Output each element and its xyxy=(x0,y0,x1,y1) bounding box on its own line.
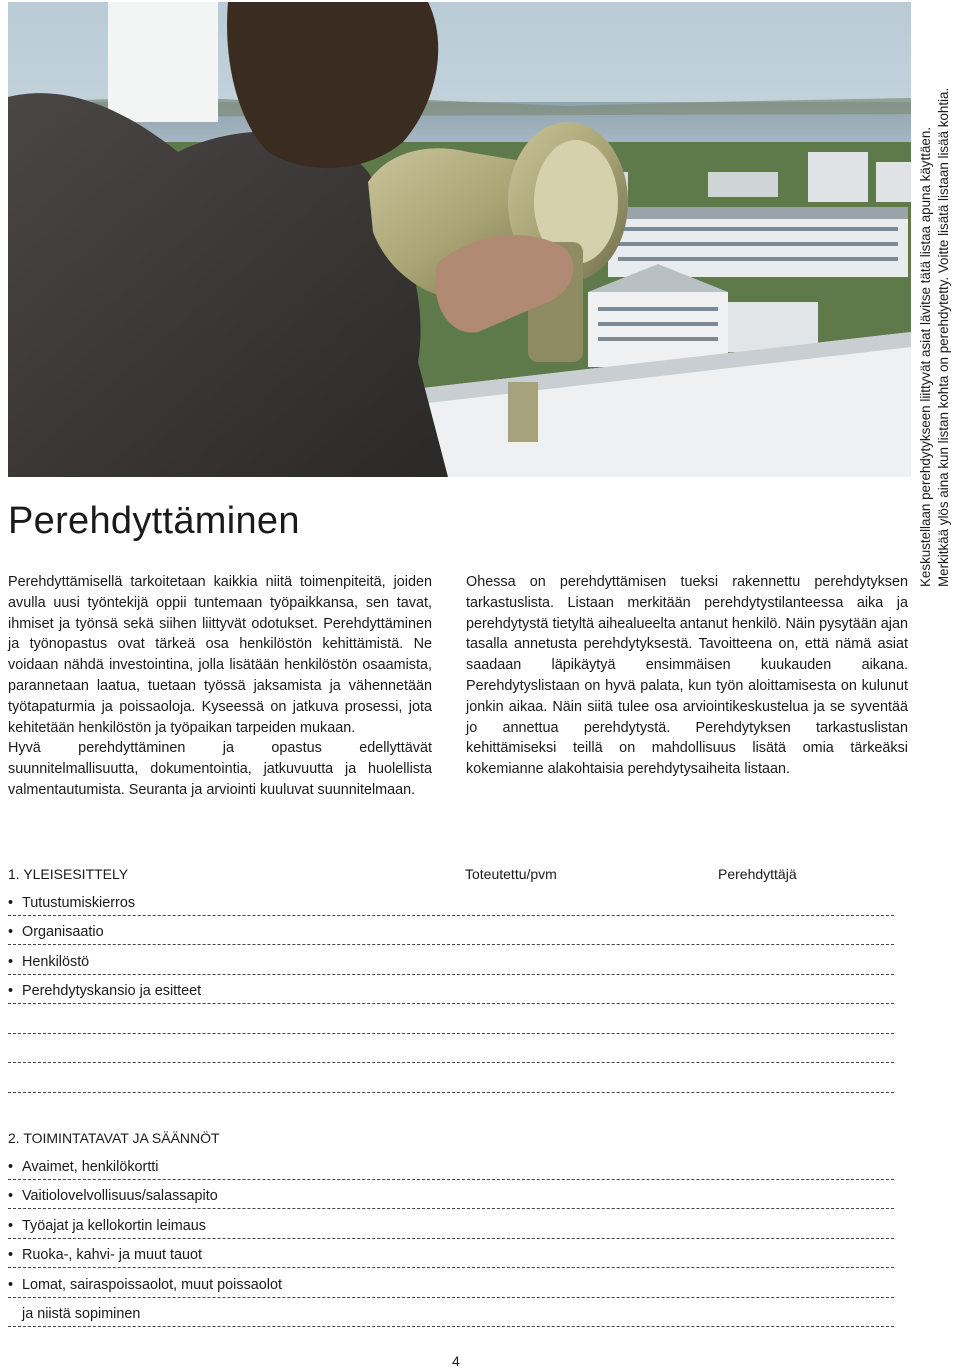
checklist-row[interactable] xyxy=(8,1209,894,1239)
intro-paragraph-2: Hyvä perehdyttäminen ja opastus edellyttävät suunnitelmallisuutta, dokumentointia, jatkuvuutta ja huolellista valmentautumista. Seuranta ja arviointi kuuluvat suunnitelmaan. xyxy=(8,740,432,798)
column-header-instructor: Perehdyttäjä xyxy=(718,866,797,882)
checklist-item-label: Työajat ja kellokortin leimaus xyxy=(22,1217,206,1234)
page-title: Perehdyttäminen xyxy=(8,500,300,542)
bullet-icon: • xyxy=(8,1158,14,1175)
checklist-row[interactable] xyxy=(8,1004,894,1034)
checklist-section-1 xyxy=(8,866,894,1093)
checklist-row[interactable] xyxy=(8,1268,894,1298)
section-1-heading: 1. YLEISESITTELY xyxy=(8,866,129,882)
checklist-item-label: Tutustumiskierros xyxy=(22,894,136,911)
checklist-row[interactable] xyxy=(8,1180,894,1210)
checklist-row[interactable] xyxy=(8,1034,894,1064)
intro-paragraph-1: Perehdyttämisellä tarkoitetaan kaikkia niitä toimenpiteitä, joiden avulla uusi työntekijä oppii tuntemaan työpaikkansa, sen tavat, ihmiset ja työnsä sekä siihen liittyvät odotukset. Perehdyttäminen ja työnopastus ovat tärkeä osa henkilöstön kehittämistä. Ne voidaan nähdä investointina, jolla lisätään henkilöstön osaamista, parannetaan laatua, tuetaan työssä jaksamista ja vähennetään työtapaturmia ja poissaoloja. Kyseessä on jatkuva prosessi, jota kehitetään henkilöstön ja työpaikan tarpeiden mukaan. xyxy=(8,574,432,736)
column-header-done: Toteutettu/pvm xyxy=(465,866,557,882)
bullet-icon: • xyxy=(8,1188,14,1204)
section-2-header xyxy=(8,1130,894,1150)
checklist-item-label: Vaitiolovelvollisuus/salassapito xyxy=(22,1188,218,1204)
checklist-item-continuation: ja niistä sopiminen xyxy=(22,1306,141,1322)
checklist-row[interactable] xyxy=(8,945,894,975)
section-1-rows xyxy=(8,886,894,1093)
hero-photo xyxy=(8,2,911,477)
bullet-icon: • xyxy=(8,924,14,940)
page-number: 4 xyxy=(452,1353,460,1369)
intro-right-column xyxy=(466,572,908,780)
side-note-line-1: Keskustellaan perehdytykseen liittyvät asiat lävitse tätä listaa apuna käyttäen. xyxy=(918,126,933,587)
bullet-icon: • xyxy=(8,1276,14,1293)
checklist-row[interactable] xyxy=(8,1239,894,1269)
checklist-row[interactable] xyxy=(8,1150,894,1180)
side-note xyxy=(915,2,960,587)
pillar xyxy=(108,2,218,122)
bullet-icon: • xyxy=(8,894,14,911)
bullet-icon: • xyxy=(8,1247,14,1263)
bullet-icon: • xyxy=(8,953,14,970)
checklist-row[interactable] xyxy=(8,975,894,1005)
checklist-row[interactable] xyxy=(8,886,894,916)
intro-left-column xyxy=(8,572,432,801)
checklist-item-label: Lomat, sairaspoissaolot, muut poissaolot xyxy=(22,1276,282,1293)
section-2-rows xyxy=(8,1150,894,1327)
checklist-item-label: Ruoka-, kahvi- ja muut tauot xyxy=(22,1247,202,1263)
bullet-icon: • xyxy=(8,1217,14,1234)
checklist-row[interactable] xyxy=(8,916,894,946)
section-1-header xyxy=(8,866,894,886)
bullet-icon: • xyxy=(8,983,14,999)
checklist-item-label: Avaimet, henkilökortti xyxy=(22,1158,159,1175)
section-2-heading: 2. TOIMINTATAVAT JA SÄÄNNÖT xyxy=(8,1130,220,1146)
checklist-item-label: Perehdytyskansio ja esitteet xyxy=(22,983,202,999)
checklist-description: Ohessa on perehdyttämisen tueksi rakennettu perehdytyksen tarkastuslista. Listaan merkitään perehdytystilanteessa aika ja perehdytystä tietyltä aihealueelta antanut henkilö. Näin pysytään ajan tasalla annetusta perehdytyksestä. Tavoitteena on, että nämä asiat saadaan läpikäytyä ensimmäisen kuukauden aikana. Perehdytyslistaan on hyvä palata, kun työn aloittamisesta on kulunut jonkin aikaa. Näin siitä tulee osa arviointikeskustelua ja se syventää jo annettua perehdytystä. Perehdytyksen tarkastuslistan kehittämiseksi teillä on mahdollisuus lisätä omia tärkeäksi kokemianne alakohtaisia perehdytysaiheita listaan. xyxy=(466,574,908,778)
side-note-line-2: Merkitkää ylös aina kun listan kohta on perehdytetty. Voitte lisätä listaan lisää kohtia. xyxy=(936,87,951,587)
checklist-row[interactable] xyxy=(8,1063,894,1093)
checklist-section-2 xyxy=(8,1130,894,1327)
checklist-item-label: Henkilöstö xyxy=(22,953,90,970)
checklist-row[interactable] xyxy=(8,1298,894,1328)
checklist-item-label: Organisaatio xyxy=(22,924,104,940)
